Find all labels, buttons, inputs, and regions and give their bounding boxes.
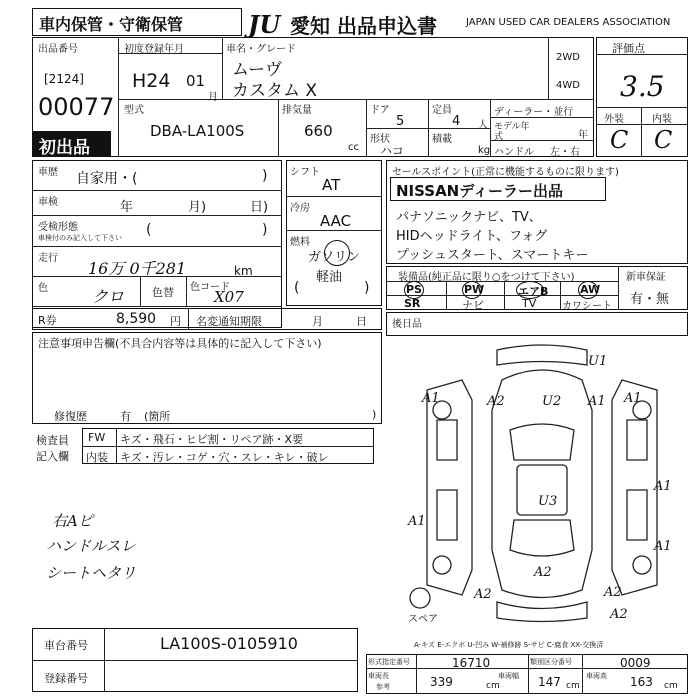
ac-value: AAC <box>320 212 352 230</box>
mark-a1-right-side: A1 <box>654 479 672 494</box>
fw-items: キズ・飛石・ヒビ割・リペア跡・X要 <box>120 433 304 446</box>
shift-label: シフト <box>290 167 320 178</box>
repair-value: 有 <box>120 410 131 423</box>
reg-label: 初度登録年月 <box>124 44 184 55</box>
doors-value: 5 <box>396 114 405 129</box>
hand-note-2: ハンドルスレ <box>46 537 136 555</box>
equip-aw: AW <box>580 283 601 296</box>
shaken-label: 車検 <box>38 197 58 208</box>
ext-grade: C <box>610 126 629 154</box>
weight-label: 積載 <box>432 134 452 145</box>
ext-label: 外装 <box>604 114 624 125</box>
lot-code: [2124] <box>44 72 84 86</box>
mileage-value: 16万 0千281 <box>88 259 187 278</box>
hand-note-1: 右Aピ <box>52 512 93 530</box>
disp-unit: cc <box>348 142 359 153</box>
chassis-value: LA100S-0105910 <box>160 634 298 653</box>
reg-year: H24 <box>132 70 171 92</box>
equip-navi: ナビ <box>462 299 484 312</box>
damage-legend: A-キズ E-エクボ U-凹み W-補修跡 S-サビ C-腐食 XX-交換済 <box>414 641 604 649</box>
mark-a2-rear-left: A2 <box>474 587 492 602</box>
rcert-value: 8,590 <box>116 311 157 327</box>
mark-a2-front: A2 <box>487 394 505 409</box>
mark-u3: U3 <box>538 494 558 509</box>
disp-label: 排気量 <box>282 105 312 116</box>
score-label: 評価点 <box>612 42 645 55</box>
sales-line-3: HIDヘッドライト、フォグ <box>396 229 548 244</box>
dealer-label: ディーラー・並行 <box>494 107 574 118</box>
int-label: 内装 <box>652 114 672 125</box>
mark-a2-rear-right: A2 <box>604 585 622 600</box>
first-listing-text: 初出品 <box>39 138 90 158</box>
color-change-label: 色替 <box>152 286 174 299</box>
wid-unit: cm <box>566 681 580 691</box>
lot-label: 出品番号 <box>38 44 78 55</box>
equip-label: 装備品(純正品に限り○をつけて下さい) <box>398 272 575 283</box>
color-code: X07 <box>214 288 244 306</box>
cert-value: 16710 <box>452 656 491 670</box>
rear-items-frame <box>386 312 688 336</box>
rear-items-label: 後日品 <box>392 319 422 330</box>
color-label: 色 <box>38 283 48 294</box>
rcert-unit: 円 <box>170 315 181 328</box>
car-name: ムーヴ <box>232 60 283 80</box>
form-title: 愛知 出品申込書 <box>290 14 437 38</box>
handle-options: 左・右 <box>550 147 580 158</box>
equip-ps: PS <box>406 283 422 296</box>
cap-label: 定員 <box>432 105 452 116</box>
len-label: 車両長 <box>368 672 389 680</box>
tax-day: 日 <box>356 315 367 328</box>
juken-close: ) <box>262 222 268 238</box>
hand-note-3: シートヘタリ <box>46 564 137 582</box>
cap-value: 4 <box>452 114 461 129</box>
fw-label: FW <box>88 431 106 444</box>
shape-label: 形状 <box>370 134 390 145</box>
weight-unit: kg <box>478 145 491 156</box>
mark-a2-rear: A2 <box>534 565 552 580</box>
shift-value: AT <box>322 176 341 194</box>
equip-tv: TV <box>522 297 537 310</box>
repair-label: 修復歴 <box>54 410 87 423</box>
ref-label: 参考 <box>376 683 390 691</box>
first-listing-badge <box>33 131 111 156</box>
equip-pw: PW <box>464 283 485 296</box>
shaken-day: 日) <box>250 200 269 215</box>
shaken-year: 年 <box>120 200 134 215</box>
juken-label: 受検形態 <box>38 222 78 233</box>
reg-month-unit: 月 <box>208 92 218 103</box>
equip-sr: SR <box>404 297 421 310</box>
sales-line-4: プッシュスタート、スマートキー <box>396 248 589 263</box>
mark-a1-lower: A1 <box>654 539 672 554</box>
class-label: 類別区分番号 <box>530 658 572 666</box>
inspector-label: 検査員 <box>36 434 69 447</box>
year-unit: 年 <box>578 130 588 141</box>
wid-value: 147 <box>538 675 561 689</box>
class-value: 0009 <box>620 656 651 670</box>
history-frame <box>32 160 282 328</box>
new-warranty-value: 有・無 <box>630 292 670 307</box>
fuel-label: 燃料 <box>290 237 310 248</box>
sales-label: セールスポイント(正常に機能するものに限ります) <box>392 167 619 178</box>
spare-label: スペア <box>408 614 438 625</box>
int-items: キズ・汚レ・コゲ・穴・スレ・キレ・破レ <box>120 451 329 464</box>
shape-value: ハコ <box>380 144 405 158</box>
wid-label: 車両幅 <box>498 672 519 680</box>
ac-label: 冷房 <box>290 203 310 214</box>
mark-a1-side: A1 <box>408 514 426 529</box>
chassis-label: 車台番号 <box>44 639 88 652</box>
mark-u1: U1 <box>588 354 608 369</box>
disp-value: 660 <box>304 122 333 140</box>
car-grade: カスタム X <box>232 81 318 101</box>
doors-label: ドア <box>370 105 390 116</box>
cap-unit: 人 <box>478 120 488 131</box>
mark-a2-bumper: A2 <box>610 607 628 622</box>
equip-leather: カワシート <box>562 301 612 312</box>
car-damage-diagram <box>392 340 692 625</box>
mileage-label: 走行 <box>38 253 58 264</box>
notes-label: 注意事項申告欄(不具合内容等は具体的に記入して下さい) <box>38 337 322 350</box>
form-title-en: JAPAN USED CAR DEALERS ASSOCIATION <box>466 17 671 28</box>
juken-open: ( <box>146 222 152 238</box>
fuel-selected-circle <box>324 240 350 266</box>
mark-a1-right: A1 <box>624 391 642 406</box>
color-value: クロ <box>92 287 125 306</box>
regno-label: 登録番号 <box>44 672 88 685</box>
drive-4wd: 4WD <box>556 80 580 91</box>
storage-stamp-text: 車内保管・守衛保管 <box>39 15 184 34</box>
handle-label: ハンドル <box>494 147 534 158</box>
len-unit: cm <box>486 681 500 691</box>
tax-month: 月 <box>312 315 323 328</box>
modelyear-label: モデル年式 <box>494 122 530 142</box>
lot-number: 00077 <box>38 93 115 121</box>
entry-label: 記入欄 <box>36 450 69 463</box>
color-code-label: 色コード <box>190 282 230 293</box>
hei-value: 163 <box>630 675 653 689</box>
car-label: 車名・グレード <box>226 44 296 55</box>
ju-logo-text: JU <box>248 10 281 39</box>
int-grade: C <box>654 126 673 154</box>
model-value: DBA-LA100S <box>150 122 245 140</box>
score-value: 3.5 <box>620 70 665 103</box>
sales-line-2: パナソニックナビ、TV、 <box>396 210 542 225</box>
len-value: 339 <box>430 675 453 689</box>
mark-a1-left: A1 <box>422 391 440 406</box>
fuel-diesel: 軽油 <box>316 270 343 285</box>
history-value: 自家用・( <box>76 171 138 187</box>
fuel-paren-open: ( <box>294 280 300 296</box>
shaken-month: 月) <box>188 200 207 215</box>
rcert-label: R券 <box>38 314 57 327</box>
reg-month: 01 <box>186 72 206 90</box>
repair-place: (箇所 <box>144 410 171 423</box>
mileage-unit: km <box>234 264 253 278</box>
ju-logo <box>248 10 280 39</box>
model-label: 型式 <box>124 105 144 116</box>
fuel-paren-close: ) <box>364 280 370 296</box>
int-label-inspect: 内装 <box>86 451 108 464</box>
hei-unit: cm <box>664 681 678 691</box>
storage-stamp <box>32 8 242 36</box>
mark-u2: U2 <box>542 394 562 409</box>
equip-airbag: エアB <box>518 285 549 298</box>
hei-label: 車両高 <box>586 672 607 680</box>
cert-label: 形式指定番号 <box>368 658 410 666</box>
tax-label: 名変通知期限 <box>196 315 262 328</box>
drive-2wd: 2WD <box>556 52 580 63</box>
history-close: ) <box>262 168 268 184</box>
juken-note: 車検付のみ記入して下さい <box>38 234 122 242</box>
new-warranty-label: 新車保証 <box>626 272 666 283</box>
fuel-gas: ガソリン <box>308 250 361 265</box>
history-label: 車歴 <box>38 167 58 178</box>
mark-a1-door: A1 <box>588 394 606 409</box>
sales-line-1: NISSANディーラー出品 <box>396 182 564 200</box>
repair-close: ) <box>372 408 377 421</box>
